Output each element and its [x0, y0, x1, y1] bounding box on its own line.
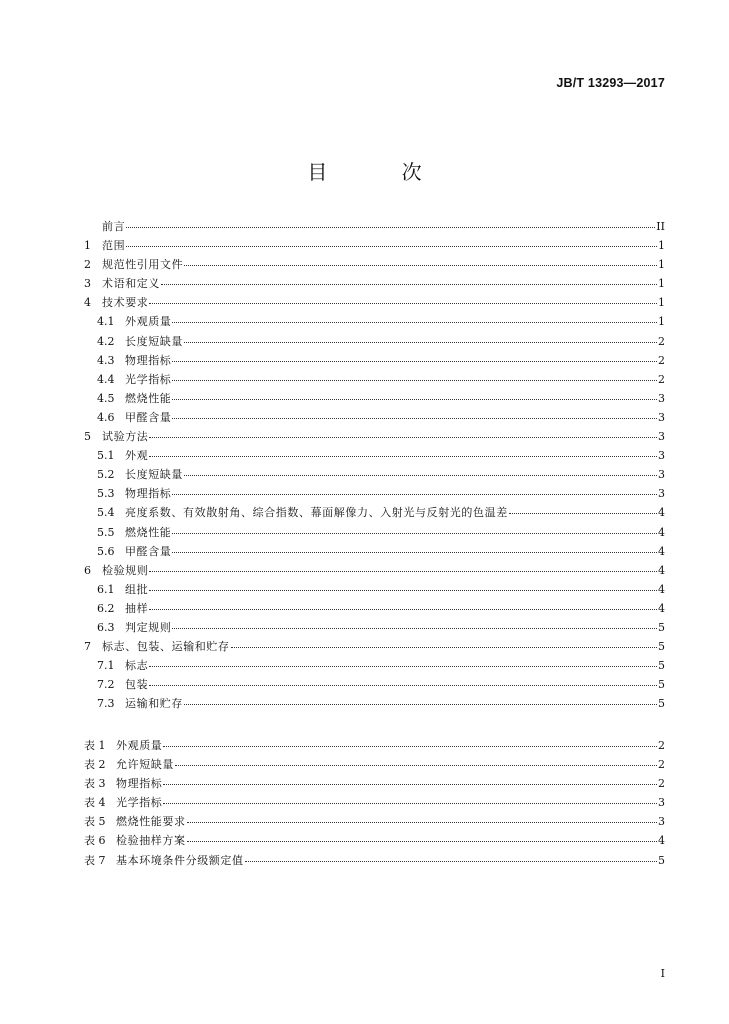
dot-leader	[184, 341, 657, 343]
dot-leader	[149, 665, 657, 667]
toc-entry[interactable]	[84, 389, 665, 408]
entry-page-number: 5	[658, 620, 665, 634]
entry-title: 运输和贮存	[125, 697, 183, 711]
entry-number: 6.3	[97, 620, 115, 634]
toc-entry[interactable]	[84, 255, 665, 274]
toc-entry[interactable]	[84, 351, 665, 370]
entry-number: 7.2	[97, 678, 115, 692]
entry-title: 物理指标	[125, 487, 172, 501]
entry-page-number: 2	[658, 353, 665, 367]
entry-number: 表 7	[84, 853, 106, 867]
entry-page-number: 2	[658, 739, 665, 752]
entry-number: 4.5	[97, 391, 115, 405]
toc-entry[interactable]	[84, 831, 665, 850]
entry-number: 6.1	[97, 582, 115, 596]
entry-page-number: 3	[658, 391, 665, 405]
dot-leader	[163, 783, 657, 785]
dot-leader	[184, 264, 657, 266]
entry-number: 3	[84, 277, 91, 291]
entry-number: 4.4	[97, 372, 115, 386]
entry-title: 物理指标	[116, 777, 163, 791]
dot-leader	[187, 821, 657, 823]
toc-entry[interactable]	[84, 599, 665, 618]
entry-page-number: 3	[658, 815, 665, 829]
entry-title: 术语和定义	[102, 277, 160, 291]
dot-leader	[149, 608, 657, 610]
entry-number: 4.1	[97, 315, 115, 329]
dot-leader	[172, 551, 657, 553]
toc-entry[interactable]	[84, 427, 665, 446]
toc-entry[interactable]	[84, 312, 665, 331]
entry-page-number: 1	[658, 258, 665, 272]
entry-number: 4	[84, 296, 91, 310]
toc-entry[interactable]	[84, 446, 665, 465]
entry-number: 2	[84, 258, 91, 272]
page-title: 目 次	[307, 160, 456, 184]
toc-entry[interactable]	[84, 332, 665, 351]
entry-page-number: 4	[658, 601, 665, 615]
entry-title: 亮度系数、有效散射角、综合指数、幕面解像力、入射光与反射光的色温差	[125, 506, 508, 520]
entry-page-number: 3	[658, 796, 665, 810]
entry-title: 燃烧性能要求	[116, 815, 186, 829]
entry-title: 长度短缺量	[125, 334, 183, 348]
entry-number: 表 3	[84, 777, 106, 791]
entry-title: 外观质量	[116, 739, 163, 752]
dot-leader	[172, 532, 657, 534]
dot-leader	[231, 646, 657, 648]
entry-title: 检验规则	[102, 563, 149, 577]
entry-page-number: 5	[658, 640, 665, 654]
toc-entry[interactable]	[84, 656, 665, 675]
entry-number: 5.2	[97, 468, 115, 482]
entry-number: 1	[84, 239, 91, 253]
toc-entry[interactable]	[84, 542, 665, 561]
entry-number: 6	[84, 563, 91, 577]
list-of-tables	[84, 736, 665, 870]
dot-leader	[172, 360, 657, 362]
entry-title: 长度短缺量	[125, 468, 183, 482]
entry-page-number: 5	[658, 678, 665, 692]
entry-page-number: II	[656, 220, 665, 233]
entry-page-number: 2	[658, 372, 665, 386]
entry-title: 物理指标	[125, 353, 172, 367]
toc-entry[interactable]	[84, 465, 665, 484]
dot-leader	[126, 245, 657, 247]
entry-number: 7	[84, 640, 91, 654]
dot-leader	[187, 840, 657, 842]
entry-page-number: 3	[658, 410, 665, 424]
dot-leader	[172, 627, 657, 629]
entry-page-number: 1	[658, 315, 665, 329]
entry-number: 4.6	[97, 410, 115, 424]
toc-entry[interactable]	[84, 675, 665, 694]
entry-page-number: 1	[658, 277, 665, 291]
dot-leader	[163, 802, 657, 804]
entry-title: 甲醛含量	[125, 544, 172, 558]
dot-leader	[172, 417, 657, 419]
entry-number: 5	[84, 430, 91, 444]
toc-entry[interactable]	[84, 274, 665, 293]
entry-number: 5.6	[97, 544, 115, 558]
dot-leader	[161, 283, 657, 285]
entry-page-number: 4	[658, 544, 665, 558]
dot-leader	[184, 474, 657, 476]
toc-entry[interactable]	[84, 618, 665, 637]
toc-entry[interactable]	[84, 812, 665, 831]
dot-leader	[509, 512, 657, 514]
standard-number: JB/T 13293—2017	[556, 76, 665, 90]
entry-page-number: 4	[658, 506, 665, 520]
entry-title: 光学指标	[116, 796, 163, 810]
entry-page-number: 3	[658, 468, 665, 482]
entry-title: 甲醛含量	[125, 410, 172, 424]
toc-entry[interactable]	[84, 408, 665, 427]
dot-leader	[163, 745, 657, 747]
entry-number: 4.3	[97, 353, 115, 367]
entry-page-number: 3	[658, 487, 665, 501]
entry-page-number: 5	[658, 853, 665, 867]
toc-entry[interactable]	[84, 736, 665, 755]
entry-page-number: 2	[658, 334, 665, 348]
entry-title: 燃烧性能	[125, 525, 172, 539]
entry-title: 抽样	[125, 601, 149, 615]
toc-entry[interactable]	[84, 523, 665, 542]
entry-title: 试验方法	[102, 430, 149, 444]
entry-title: 标志、包装、运输和贮存	[102, 640, 230, 654]
dot-leader	[175, 764, 657, 766]
entry-title: 前言	[102, 220, 126, 233]
entry-number: 表 6	[84, 834, 106, 848]
dot-leader	[149, 570, 657, 572]
dot-leader	[149, 436, 657, 438]
toc-entry[interactable]	[84, 774, 665, 793]
entry-number: 5.4	[97, 506, 115, 520]
entry-number: 表 4	[84, 796, 106, 810]
toc-entry[interactable]	[84, 851, 665, 870]
table-of-contents	[84, 217, 665, 713]
entry-number: 4.2	[97, 334, 115, 348]
toc-entry[interactable]	[84, 561, 665, 580]
entry-number: 7.1	[97, 659, 115, 673]
entry-number: 表 2	[84, 758, 106, 772]
dot-leader	[149, 302, 657, 304]
toc-entry[interactable]	[84, 694, 665, 713]
entry-page-number: 3	[658, 430, 665, 444]
dot-leader	[149, 589, 657, 591]
entry-title: 规范性引用文件	[102, 258, 184, 272]
toc-entry[interactable]	[84, 503, 665, 522]
toc-entry[interactable]	[84, 580, 665, 599]
entry-title: 光学指标	[125, 372, 172, 386]
entry-title: 外观	[125, 449, 149, 463]
entry-number: 表 1	[84, 739, 106, 752]
entry-title: 标志	[125, 659, 149, 673]
entry-title: 基本环境条件分级额定值	[116, 853, 244, 867]
dot-leader	[172, 493, 657, 495]
entry-page-number: 4	[658, 563, 665, 577]
entry-title: 外观质量	[125, 315, 172, 329]
entry-title: 允许短缺量	[116, 758, 174, 772]
page-number: I	[660, 967, 665, 980]
toc-entry[interactable]	[84, 370, 665, 389]
entry-number: 7.3	[97, 697, 115, 711]
toc-entry[interactable]	[84, 217, 665, 236]
dot-leader	[172, 379, 657, 381]
entry-page-number: 4	[658, 834, 665, 848]
entry-page-number: 4	[658, 582, 665, 596]
dot-leader	[126, 226, 655, 228]
entry-number: 表 5	[84, 815, 106, 829]
dot-leader	[149, 455, 657, 457]
entry-title: 判定规则	[125, 620, 172, 634]
toc-entry[interactable]	[84, 637, 665, 656]
entry-number: 5.3	[97, 487, 115, 501]
toc-entry[interactable]	[84, 793, 665, 812]
entry-page-number: 5	[658, 697, 665, 711]
dot-leader	[172, 321, 657, 323]
entry-title: 检验抽样方案	[116, 834, 186, 848]
entry-page-number: 1	[658, 239, 665, 253]
entry-number: 5.5	[97, 525, 115, 539]
entry-title: 技术要求	[102, 296, 149, 310]
toc-entry[interactable]	[84, 236, 665, 255]
dot-leader	[149, 684, 657, 686]
toc-entry[interactable]	[84, 755, 665, 774]
dot-leader	[184, 703, 657, 705]
entry-page-number: 2	[658, 777, 665, 791]
toc-entry[interactable]	[84, 293, 665, 312]
entry-page-number: 4	[658, 525, 665, 539]
dot-leader	[172, 398, 657, 400]
entry-title: 包装	[125, 678, 149, 692]
entry-number: 5.1	[97, 449, 115, 463]
entry-title: 范围	[102, 239, 126, 253]
entry-page-number: 5	[658, 659, 665, 673]
entry-title: 组批	[125, 582, 149, 596]
entry-number: 6.2	[97, 601, 115, 615]
entry-page-number: 3	[658, 449, 665, 463]
entry-title: 燃烧性能	[125, 391, 172, 405]
dot-leader	[245, 860, 657, 862]
entry-page-number: 2	[658, 758, 665, 772]
entry-page-number: 1	[658, 296, 665, 310]
toc-entry[interactable]	[84, 484, 665, 503]
